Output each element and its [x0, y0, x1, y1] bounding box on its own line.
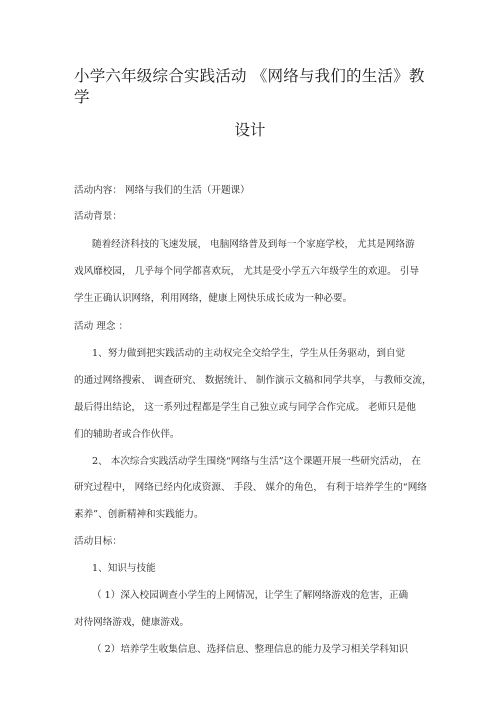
- philosophy-paragraph-line: 1、努力做到把实践活动的主动权完全交给学生，学生从任务驱动，到自觉: [92, 348, 406, 359]
- activity-content-line: 活动内容： 网络与我们的生活（开题课）: [74, 185, 250, 196]
- philosophy-paragraph-line: 研究过程中， 网络已经内化成资源、 手段、 媒介的角色， 有利于培养学生的“网络: [74, 482, 427, 493]
- background-paragraph-line: 随着经济科技的飞速发展， 电脑网络普及到每一个家庭学校， 尤其是网络游: [92, 239, 415, 250]
- objective-subheading: 1、知识与技能: [92, 563, 156, 574]
- objective-item-line: 对待网络游戏，健康游戏。: [74, 617, 190, 628]
- philosophy-paragraph-line: 素养”、创新精神和实践能力。: [74, 509, 204, 520]
- objective-item-line: （ 1）深入校园调查小学生的上网情况，让学生了解网络游戏的危害，正确: [92, 590, 409, 601]
- document-subtitle: 设计: [234, 121, 266, 139]
- document-title: [74, 66, 444, 108]
- background-paragraph-line: 戏风靡校园， 几乎每个同学都喜欢玩， 尤其是受小学五六年级学生的欢迎。 引导: [74, 266, 419, 277]
- background-heading: 活动背景：: [74, 211, 122, 222]
- objectives-heading: 活动目标：: [74, 536, 122, 547]
- objective-item-line: （ 2）培养学生收集信息、选择信息、整理信息的能力及学习相关学科知识: [92, 644, 409, 655]
- title-line-1: 小学六年级综合实践活动 《网络与我们的生活》教: [74, 67, 425, 85]
- philosophy-paragraph-line: 们的辅助者或合作伙伴。: [74, 429, 180, 440]
- title-line-2: 学: [74, 88, 90, 106]
- philosophy-paragraph-line: 最后得出结论， 这一系列过程都是学生自己独立或与同学合作完成。 老师只是他: [74, 402, 416, 413]
- philosophy-heading: 活动 理念 ：: [74, 321, 129, 332]
- philosophy-paragraph-line: 2、 本次综合实践活动学生围绕“网络与生活”这个课题开展一些研究活动， 在: [92, 456, 422, 467]
- background-paragraph-line: 学生正确认识网络，利用网络，健康上网快乐成长成为一种必要。: [74, 293, 353, 304]
- philosophy-paragraph-line: 的通过网络搜索、 调查研究、 数据统计、 制作演示文稿和同学共享， 与教师交流，: [74, 375, 432, 386]
